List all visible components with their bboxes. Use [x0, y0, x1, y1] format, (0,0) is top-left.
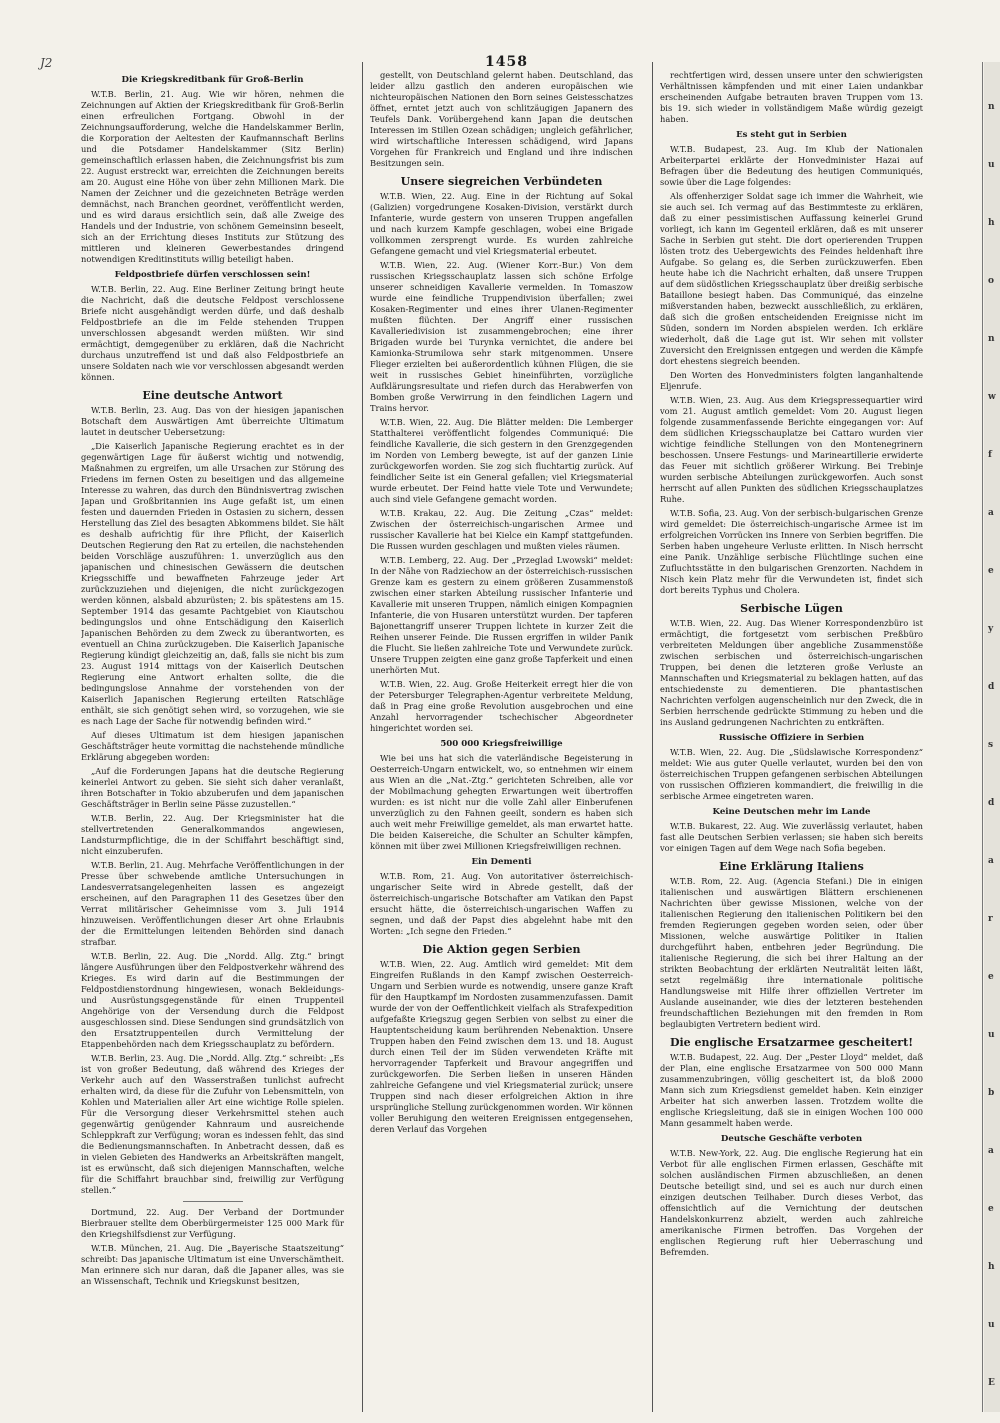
article-paragraph: W.T.B. Berlin, 23. Aug. Die „Nordd. Allg. Ztg.“ schreibt: „Es ist von großer Bedeutung, daß während des Krieges der Verkehr auch auf den Wasserstraßen tunlichst aufrecht erhalten wird, da diese für die Zufuhr von Lebensmitteln, von Kohlen und Materialien aller Art eine wichtige Rolle spielen. Für die Versorgung dieser Verkehrsmittel stehen auch gegenwärtig genügender Kahnraum und ausreichende Schleppkraft zur Verfügung; woran es indessen fehlt, das sind die Bedienungsmannschaften. In Anbetracht dessen, daß es in vielen Gebieten des Handwerks an Arbeitskräften mangelt, ist es erwünscht, daß sich diejenigen Mannschaften, welche für die Schiffahrt brauchbar sind, freiwillig zur Verfügung stellen.“ [81, 1053, 344, 1195]
article-paragraph: W.T.B. Berlin, 22. Aug. Eine Berliner Zeitung bringt heute die Nachricht, daß die deutsche Feldpost verschlossene Briefe nicht ausgehändigt werden dürfe, und daß deshalb Feldpostbriefe an die im Felde stehenden Truppen unverschlossen abgesandt werden müßten. Wir sind ermächtigt, demgegenüber zu erklären, daß die Nachricht durchaus unzutreffend ist und daß also Feldpostbriefe an unsere Soldaten nach wie vor verschlossen abgesandt werden können. [81, 284, 344, 382]
article-paragraph: W.T.B. Wien, 22. Aug. Amtlich wird gemeldet: Mit dem Eingreifen Rußlands in den Kampf zwischen Oesterreich-Ungarn und Serbien wurde es notwendig, unsere ganze Kraft für den Hauptkampf im Nordosten zusammenzufassen. Damit wurde der von der Oeffentlichkeit vielfach als Strafexpedition aufgefaßte Kriegszug gegen Serbien von selbst zu einer die Hauptentscheidung kaum berührenden Nebenaktion. Unsere Truppen haben den Feind zwischen dem 13. und 18. August durch einen Teil der im Süden verwendeten Kräfte mit hervorragender Tapferkeit und Bravour angegriffen und zurückgeworfen. Die Serben ließen in unseren Händen zahlreiche Gefangene und viel Kriegsmaterial zurück; unsere Truppen sind nach dieser erfolgreichen Aktion in ihre ursprüngliche Stellung zurückgenommen worden. Wir können voller Beruhigung den weiteren Ereignissen entgegensehen, deren Verlauf das Vorgehen [370, 959, 633, 1134]
article-paragraph: W.T.B. Rom, 22. Aug. (Agencia Stefani.) Die in einigen italienischen und auswärtigen Blättern erschienenen Nachrichten über gewisse Missionen, welche von der italienischen Regierung den italienischen Politikern bei den fremden Regierungen gegeben worden seien, oder über Missionen, welche auswärtige Politiker in Italien durchgeführt haben, entbehren jeder Begründung. Die italienische Regierung, die sich bei ihrer Haltung an der strikten Beobachtung der erklärten Neutralität leiten läßt, setzt regelmäßig ihre internationale politische Handlungsweise mit Hilfe ihrer offiziellen Vertreter im Auslande auseinander, wie dies der letzteren bestehenden freundschaftlichen Beziehungen mit den fremden in Rom beglaubigten Vertretern bedient wird. [660, 876, 923, 1029]
article-paragraph: W.T.B. Budapest, 23. Aug. Im Klub der Nationalen Arbeiterpartei erklärte der Honvedminister Hazai auf Befragen über die Bedeutung des heutigen Communiqués, sowie über die Lage folgendes: [660, 144, 923, 187]
article-paragraph: W.T.B. Berlin, 21. Aug. Mehrfache Veröffentlichungen in der Presse über schwebende amtliche Untersuchungen in Landesverratsangelegenheiten lassen es angezeigt erscheinen, auf den Paragraphen 11 des Gesetzes über den Verrat militärischer Geheimnisse vom 3. Juli 1914 hinzuweisen. Veröffentlichungen dieser Art ohne Erlaubnis der die Ermittelungen leitenden Behörden sind danach strafbar. [81, 860, 344, 947]
corner-mark: J2 [40, 56, 53, 70]
column-rule [652, 62, 653, 1412]
sub-headline: Deutsche Geschäfte verboten [720, 1134, 863, 1144]
edge-letter: o [988, 276, 995, 286]
sub-headline: Die Kriegskreditbank für Groß-Berlin [121, 75, 304, 85]
article-paragraph: gestellt, von Deutschland gelernt haben. Deutschland, das leider allzu gastlich den anderen europäischen wie nichteuropäischen Nationen den Born seines Geistesschatzes öffnet, erntet jetzt auch von schlitzäugigen Japanern des Teufels Dank. Vorübergehend kann Japan die deutschen Interessen im Stillen Ozean schädigen; ungleich gefährlicher, wird wirtschaftliche Interessen schädigend, wird Japans Vorgehen für Frankreich und England und ihre indischen Besitzungen sein. [370, 70, 633, 168]
edge-letter: e [988, 1204, 994, 1214]
article-paragraph: W.T.B. Wien, 23. Aug. Aus dem Kriegspressequartier wird vom 21. August amtlich gemeldet: Vom 20. August liegen folgende zusammenfassende Berichte eingegangen vor: Auf dem südlichen Kriegsschauplatze bei Cattaro wurden vier wichtige feindliche Stellungen von den Montenegrinern beschossen. Unsere Festungs- und Marineartillerie erwiderte das Feuer mit sichtlich größerer Wirkung. Bei Trebinje wurden serbische Abteilungen zurückgeworfen. Auch sonst herrscht auf allen Punkten des südlichen Kriegsschauplatzes Ruhe. [660, 395, 923, 504]
article-paragraph: W.T.B. Wien, 22. Aug. Eine in der Richtung auf Sokal (Galizien) vorgedrungene Kosaken-Division, verstärkt durch Infanterie, wurde gestern von unseren Truppen angefallen und nach kurzem Kampfe geschlagen, wobei eine Brigade vollkommen zersprengt wurde. Es wurden zahlreiche Gefangene gemacht und viel Kriegsmaterial erbeutet. [370, 191, 633, 256]
edge-letter: w [988, 392, 996, 402]
edge-letter: n [988, 334, 995, 344]
article-paragraph: Wie bei uns hat sich die vaterländische Begeisterung in Oesterreich-Ungarn entwickelt, wo, so entnehmen wir einem aus Wien an die „Nat.-Ztg.“ gerichteten Schreiben, alle vor der Mobilmachung gehegten Erwartungen weit übertroffen wurden: es ist nicht nur die volle Zahl aller Einberufenen unverzüglich zu den Fahnen geeilt, sondern es haben sich auch weit mehr Freiwillige gemeldet, als man erwartet hatte. Die beiden Kaisereiche, die Schulter an Schulter kämpfen, können mit über zwei Millionen Kriegsfreiwilligen rechnen. [370, 753, 633, 851]
edge-letter: y [988, 624, 994, 634]
adjacent-page-edge [984, 62, 1000, 1412]
section-headline: Die Aktion gegen Serbien [422, 943, 581, 956]
article-paragraph: „Die Kaiserlich Japanische Regierung erachtet es in der gegenwärtigen Lage für äußerst wichtig und notwendig, Maßnahmen zu ergreifen, um alle Ursachen zur Störung des Friedens im fernen Osten zu beseitigen und das allgemeine Interesse zu wahren, das durch den Bündnisvertrag zwischen Japan und Großbritannien ins Auge gefaßt ist, um einen festen und dauernden Frieden in Ostasien zu sichern, dessen Herstellung das Ziel des besagten Abkommens bildet. Sie hält es deshalb aufrichtig für ihre Pflicht, der Kaiserlich Deutschen Regierung den Rat zu erteilen, die nachstehenden beiden Vorschläge auszuführen: 1. unverzüglich aus den japanischen und chinesischen Gewässern die deutschen Kriegsschiffe und bewaffneten Fahrzeuge jeder Art zurückzuziehen und diejenigen, die nicht zurückgezogen werden können, alsbald abzurüsten; 2. bis spätestens am 15. September 1914 das gesamte Pachtgebiet von Kiautschou bedingungslos und ohne Entschädigung den Kaiserlich Japanischen Behörden zu dem Zweck zu überantworten, es eventuell an China zurückzugeben. Die Kaiserlich Japanische Regierung kündigt gleichzeitig an, daß, falls sie nicht bis zum 23. August 1914 mittags von der Kaiserlich Deutschen Regierung eine Antwort erhalten sollte, die die bedingungslose Annahme der vorstehenden von der Kaiserlich Japanischen Regierung erteilten Ratschläge enthält, sie sich genötigt sehen wird, so vorzugehen, wie sie es nach Lage der Sache für notwendig befinden wird.“ [81, 441, 344, 726]
edge-letter: h [988, 1262, 995, 1272]
edge-letter: d [988, 798, 995, 808]
sub-headline: Russische Offiziere in Serbien [718, 733, 865, 743]
edge-letter: h [988, 218, 995, 228]
article-paragraph: Auf dieses Ultimatum ist dem hiesigen japanischen Geschäftsträger heute vormittag die nachstehende mündliche Erklärung abgegeben worden: [81, 730, 344, 762]
article-paragraph: W.T.B. München, 21. Aug. Die „Bayerische Staatszeitung“ schreibt: Das japanische Ultimatum ist eine Unverschämtheit. Man erinnere sich nur daran, daß die Japaner alles, was sie an Wissenschaft, Technik und Kriegskunst besitzen, [81, 1243, 344, 1286]
edge-letter: d [988, 682, 995, 692]
edge-letter: e [988, 566, 994, 576]
sub-headline: Feldpostbriefe dürfen verschlossen sein! [114, 270, 311, 280]
article-paragraph: W.T.B. Berlin, 22. Aug. Der Kriegsminister hat die stellvertretenden Generalkommandos angewiesen, Landsturmpflichtige, die in der Schiffahrt beschäftigt sind, nicht einzuberufen. [81, 813, 344, 856]
article-paragraph: „Auf die Forderungen Japans hat die deutsche Regierung keinerlei Antwort zu geben. Sie sieht sich daher veranlaßt, ihren Botschafter in Tokio abzuberufen und dem japanischen Geschäftsträger in Berlin seine Pässe zuzustellen.“ [81, 766, 344, 809]
article-paragraph: W.T.B. Berlin, 22. Aug. Die „Nordd. Allg. Ztg.“ bringt längere Ausführungen über den Feldpostverkehr während des Krieges. Es wird darin auf die Bestimmungen der Feldpostdienstordnung hingewiesen, wonach Bekleidungs- und Ausrüstungsgegenstände für einen Truppenteil Angehörige von der Versendung durch die Feldpost ausgeschlossen sind. Diese Sendungen sind grundsätzlich von den Ersatztruppenteilen durch Vermittelung der Etappenbehörden nach dem Kriegsschauplatz zu befördern. [81, 951, 344, 1049]
column-left [81, 70, 344, 1410]
article-paragraph: W.T.B. Wien, 22. Aug. Die Blätter melden: Die Lemberger Statthalterei veröffentlicht folgendes Communiqué: Die feindliche Kavallerie, die sich gestern in den Grenzgegenden im Norden von Lemberg bewegte, ist auf der ganzen Linie zurückgeworfen worden. Sie zog sich fluchtartig zurück. Auf feindlicher Seite ist ein General gefallen; viel Kriegsmaterial wurde erbeutet. Der Feind hatte viele Tote und Verwundete; auch sind viele Gefangene gemacht worden. [370, 417, 633, 504]
article-paragraph: W.T.B. Wien, 22. Aug. Große Heiterkeit erregt hier die von der Petersburger Telegraphen-Agentur verbreitete Meldung, daß in Prag eine große Revolution ausgebrochen und eine Anzahl hervorragender tschechischer Abgeordneter hingerichtet worden sei. [370, 679, 633, 733]
article-paragraph: W.T.B. Krakau, 22. Aug. Die Zeitung „Czas“ meldet: Zwischen der österreichisch-ungarischen Armee und russischer Kavallerie hat bei Kielce ein Kampf stattgefunden. Die Russen wurden geschlagen und mußten vieles räumen. [370, 508, 633, 551]
article-paragraph: W.T.B. New-York, 22. Aug. Die englische Regierung hat ein Verbot für alle englischen Firmen erlassen, Geschäfte mit solchen ausländischen Firmen abzuschließen, an denen Deutsche beteiligt sind, und sei es auch nur durch einen einzigen deutschen Teilhaber. Durch dieses Verbot, das offensichtlich auf die Vernichtung der deutschen Handelskonkurrenz abzielt, werden auch zahlreiche amerikanische Firmen betroffen. Das Vorgehen der englischen Regierung ruft hier Ueberraschung und Befremden. [660, 1148, 923, 1257]
section-headline: Die englische Ersatzarmee gescheitert! [669, 1036, 914, 1049]
article-paragraph: W.T.B. Bukarest, 22. Aug. Wie zuverlässig verlautet, haben fast alle Deutschen Serbien verlassen; sie haben sich bereits vor einigen Tagen auf dem Wege nach Sofia begeben. [660, 821, 923, 853]
column-right [660, 70, 923, 1410]
section-headline: Serbische Lügen [740, 602, 843, 615]
edge-letter: e [988, 972, 994, 982]
sub-headline: 500 000 Kriegsfreiwillige [440, 739, 563, 749]
article-paragraph: W.T.B. Sofia, 23. Aug. Von der serbisch-bulgarischen Grenze wird gemeldet: Die österreichisch-ungarische Armee ist im erfolgreichen Vorrücken ins Innere von Serbien begriffen. Die Serben haben ungeheure Verluste erlitten. In Nisch herrscht eine Panik. Unzählige serbische Flüchtlinge suchen eine Zufluchtsstätte in den bulgarischen Grenzorten. Nachdem in Nisch kein Platz mehr für die Verwundeten ist, findet sich dort bereits Typhus und Cholera. [660, 508, 923, 595]
article-paragraph: W.T.B. Berlin, 23. Aug. Das von der hiesigen japanischen Botschaft dem Auswärtigen Amt überreichte Ultimatum lautet in deutscher Uebersetzung: [81, 405, 344, 437]
edge-letter: a [988, 1146, 994, 1156]
article-paragraph: Dortmund, 22. Aug. Der Verband der Dortmunder Bierbrauer stellte dem Oberbürgermeister 125 000 Mark für den Kriegshilfsdienst zur Verfügung. [81, 1207, 344, 1239]
article-paragraph: W.T.B. Rom, 21. Aug. Von autoritativer österreichisch-ungarischer Seite wird in Abrede gestellt, daß der österreichisch-ungarische Botschafter am Vatikan den Papst ersucht hätte, die österreichisch-ungarischen Waffen zu segnen, und daß der Papst dies abgelehnt habe mit den Worten: „Ich segne den Frieden.“ [370, 871, 633, 936]
section-headline: Eine Erklärung Italiens [719, 860, 864, 873]
article-paragraph: W.T.B. Budapest, 22. Aug. Der „Pester Lloyd“ meldet, daß der Plan, eine englische Ersatzarmee von 500 000 Mann zusammenzubringen, völlig gescheitert ist, da bloß 2000 Mann sich zum Kriegsdienst gemeldet haben. Kein einziger Arbeiter hat sich anwerben lassen. Trotzdem wollte die englische Kriegsleitung, daß sie in einigen Wochen 100 000 Mann gesammelt haben werde. [660, 1052, 923, 1128]
edge-letter: u [988, 1030, 995, 1040]
edge-letter: u [988, 160, 995, 170]
article-paragraph: W.T.B. Wien, 22. Aug. Die „Südslawische Korrespondenz“ meldet: Wie aus guter Quelle verlautet, wurden bei den von österreichischen Truppen gefangenen serbischen Abteilungen von russischen Offizieren kommandiert, die freiwillig in die serbische Armee eingetreten waren. [660, 747, 923, 801]
edge-letter: E [988, 1378, 995, 1388]
column-middle [370, 70, 633, 1410]
edge-letter: u [988, 1320, 995, 1330]
article-paragraph: Als offenherziger Soldat sage ich immer die Wahrheit, wie sie auch sei. Ich vermag auf das Bestimmteste zu erklären, daß zu einer pessimistischen Auffassung keinerlei Grund vorliegt, ich kann im Gegenteil erklären, daß es mit unserer Sache in Serbien gut steht. Die dort operierenden Truppen lösten trotz des Uebergewichts des Feindes heldenhaft ihre Aufgabe. So gelang es, die Serben zurückzuwerfen. Eben heute habe ich die Nachricht erhalten, daß unsere Truppen auf dem südöstlichen Kriegsschauplatz über dreißig serbische Bataillone besiegt haben. Das Communiqué, das einzelne mißverstanden haben, bezweckt ausschließlich, zu erklären, daß sich die großen entscheidenden Ereignisse nicht im Süden, sondern im Norden abspielen werden. Ich erkläre wiederholt, daß die Lage gut ist. Wir sehen mit vollster Zuversicht den Ereignissen entgegen und werden die Kämpfe dort ehestens siegreich beenden. [660, 191, 923, 366]
edge-letter: a [988, 508, 994, 518]
section-headline: Eine deutsche Antwort [142, 389, 283, 402]
edge-letter: b [988, 1088, 995, 1098]
article-paragraph: Den Worten des Honvedministers folgten langanhaltende Eljenrufe. [660, 370, 923, 391]
edge-letter: f [988, 450, 992, 460]
sub-headline: Keine Deutschen mehr im Lande [712, 807, 871, 817]
divider [183, 1201, 243, 1202]
edge-letter: r [988, 914, 993, 924]
edge-letter: a [988, 856, 994, 866]
edge-letter: s [988, 740, 994, 750]
article-paragraph: W.T.B. Wien, 22. Aug. (Wiener Korr.-Bur.) Von dem russischen Kriegsschauplatz lassen sich schöne Erfolge unserer schneidigen Kavallerie vermelden. In Tomaszow wurde eine feindliche Truppendivision überfallen; zwei Kosaken-Regimenter und eines ihrer Ulanen-Regimenter mußten flüchten. Der Angriff einer russischen Kavalleriedivision ist zusammengebrochen; eine ihrer Brigaden wurde bei Turynka vernichtet, die andere bei Kamionka-Strumilowa sehr stark mitgenommen. Unsere Flieger erzielten bei außerordentlich kühnen Flügen, die sie weit in russisches Gebiet hineinführten, vorzügliche Aufklärungsresultate und riefen durch das Herabwerfen von Bomben große Verwirrung in den feindlichen Lagern und Trains hervor. [370, 260, 633, 413]
edge-letter: n [988, 102, 995, 112]
sub-headline: Es steht gut in Serbien [736, 130, 847, 140]
section-headline: Unsere siegreichen Verbündeten [400, 175, 603, 188]
sub-headline: Ein Dementi [471, 857, 532, 867]
column-rule [362, 62, 363, 1412]
article-paragraph: W.T.B. Berlin, 21. Aug. Wie wir hören, nehmen die Zeichnungen auf Aktien der Kriegskreditbank für Groß-Berlin einen erfreulichen Fortgang. Obwohl in der Zeichnungsaufforderung, welche die Handelskammer Berlin, die Korporation der Aeltesten der Kaufmannschaft Berlins und die Potsdamer Handelskammer (Sitz Berlin) gemeinschaftlich erlassen haben, die Zeichnungsfrist bis zum 22. August erstreckt war, erreichten die Zeichnungen bereits am 20. August eine Höhe von über zehn Millionen Mark. Die Namen der Zeichner und die gezeichneten Beträge werden demnächst, nach Branchen geordnet, veröffentlicht werden, und es wird daraus ersichtlich sein, daß alle Zweige des Handels und der Industrie, von schönem Gemeinsinn beseelt, sich an der Errichtung dieses Instituts zur Stützung des mittleren und kleineren Gewerbestandes dringend notwendigen Kreditinstituts willig beteiligt haben. [81, 89, 344, 264]
article-paragraph: W.T.B. Lemberg, 22. Aug. Der „Przeglad Lwowski“ meldet: In der Nähe von Radziechow an der österreichisch-russischen Grenze kam es gestern zu einem größeren Zusammenstoß zwischen einer starken Abteilung russischer Infanterie und Kavallerie mit unseren Truppen, nämlich einigen Kompagnien Infanterie, die von Husaren unterstützt wurden. Der tapferen Bajonettangriff unserer Truppen lichtete in kurzer Zeit die Reihen unserer Feinde. Die Russen ergriffen in wilder Panik die Flucht. Sie ließen zahlreiche Tote und Verwundete zurück. Unsere Truppen zeigten eine ganz große Tapferkeit und einen unerhörten Mut. [370, 555, 633, 675]
article-paragraph: rechtfertigen wird, dessen unsere unter den schwierigsten Verhältnissen kämpfenden und mit einer Laien undankbar erscheinenden Aufgabe betrauten braven Truppen vom 13. bis 19. sich wieder in vollständigem Maße würdig gezeigt haben. [660, 70, 923, 124]
article-paragraph: W.T.B. Wien, 22. Aug. Das Wiener Korrespondenzbüro ist ermächtigt, die fortgesetzt vom serbischen Preßbüro verbreiteten Meldungen über angebliche Zusammenstöße zwischen serbischen und österreichisch-ungarischen Truppen, bei denen die letzteren große Verluste an Mannschaften und Kriegsmaterial zu beklagen hatten, auf das entschiedenste zu dementieren. Die phantastischen Nachrichten verfolgen augenscheinlich nur den Zweck, die in Serbien herrschende gedrückte Stimmung zu heben und die ins Ausland gedrungenen Nachrichten zu entkräften. [660, 618, 923, 727]
column-rule [982, 62, 983, 1412]
page-number: 1458 [485, 54, 528, 70]
